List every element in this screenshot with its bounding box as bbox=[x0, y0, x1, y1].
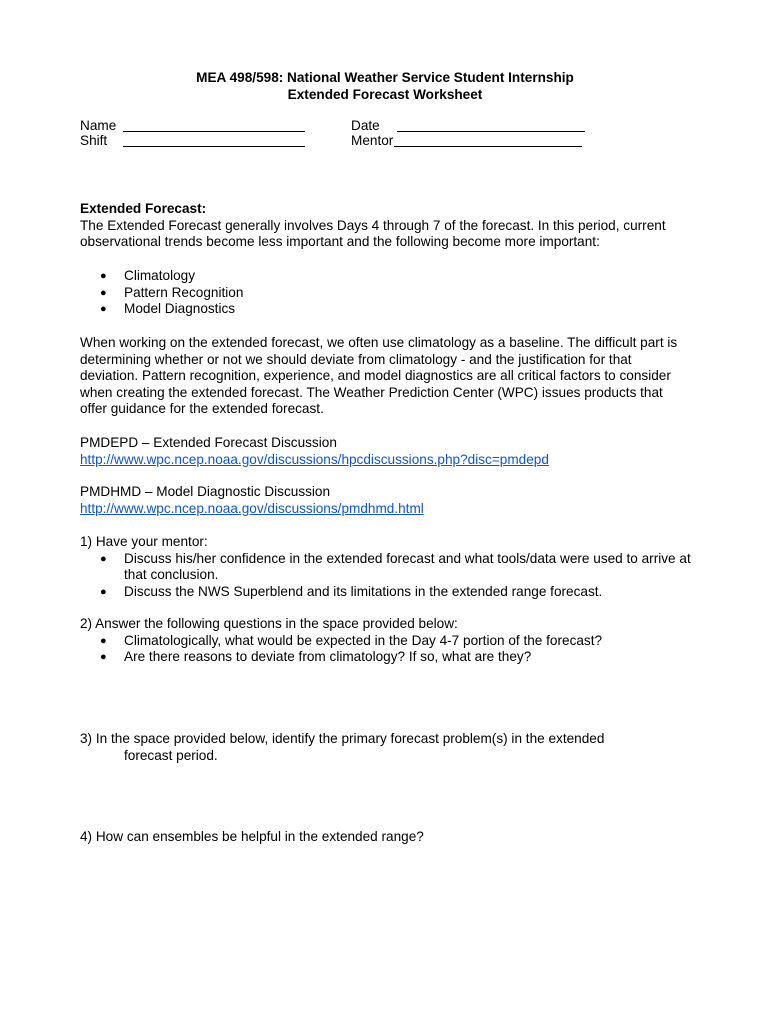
pmdepd-section bbox=[80, 435, 705, 468]
mentor-label: Mentor bbox=[351, 133, 394, 148]
list-item: ● Model Diagnostics bbox=[100, 301, 236, 317]
name-field[interactable] bbox=[123, 131, 305, 132]
pmdhmd-label: PMDHMD – Model Diagnostic Discussion bbox=[80, 484, 331, 499]
question-4-text: 4) How can ensembles be helpful in the extended range? bbox=[80, 829, 424, 844]
answer-area-4[interactable] bbox=[80, 848, 705, 988]
answer-area-2[interactable] bbox=[80, 668, 705, 728]
answer-area-3[interactable] bbox=[80, 766, 705, 826]
pmdhmd-section bbox=[80, 484, 705, 517]
list-item: ● Pattern Recognition bbox=[100, 284, 244, 300]
bullet-icon: ● bbox=[100, 651, 107, 664]
question-1-text: 1) Have your mentor: bbox=[80, 534, 208, 549]
bullet-icon: ● bbox=[100, 634, 107, 647]
list-item: ● Are there reasons to deviate from climatology? If so, what are they? bbox=[100, 649, 532, 665]
section-heading: Extended Forecast: bbox=[80, 201, 207, 216]
list-item: ● Climatologically, what would be expected in the Day 4-7 portion of the forecast? bbox=[100, 632, 603, 648]
baseline-paragraph: When working on the extended forecast, we often use climatology as a baseline. The difficult part is determining whether or not we should deviate from climatology - and the justification for that deviation. Pattern recognition, experience, and model diagnostics are all critical factors to consider when creating the extended forecast. The Weather Prediction Center (WPC) issues products that offer guidance for the extended forecast. bbox=[80, 335, 678, 417]
pmdhmd-link[interactable]: http://www.wpc.ncep.noaa.gov/discussions/pmdhmd.html bbox=[80, 500, 424, 516]
bullet-icon: ● bbox=[100, 303, 107, 316]
mentor-field[interactable] bbox=[394, 146, 582, 147]
pmdepd-link[interactable]: http://www.wpc.ncep.noaa.gov/discussions/hpcdiscussions.php?disc=pmdepd bbox=[80, 451, 549, 467]
question-3 bbox=[80, 731, 705, 764]
date-field[interactable] bbox=[397, 131, 585, 132]
question-1 bbox=[80, 534, 705, 600]
bullet-icon: ● bbox=[100, 286, 107, 299]
list-item: ● Climatology bbox=[100, 268, 196, 283]
document-title-line1: MEA 498/598: National Weather Service Student Internship bbox=[196, 70, 574, 85]
question-3-continuation: forecast period. bbox=[124, 747, 218, 763]
list-item: ● Discuss his/her confidence in the extended forecast and what tools/data were used to arrive at that conclusion. bbox=[100, 550, 691, 583]
factor-list bbox=[80, 268, 705, 318]
question-3-text: 3) In the space provided below, identify the primary forecast problem(s) in the extended bbox=[80, 731, 605, 746]
question-4 bbox=[80, 829, 705, 846]
question-2-text: 2) Answer the following questions in the space provided below: bbox=[80, 616, 458, 631]
bullet-icon: ● bbox=[100, 585, 107, 598]
bullet-icon: ● bbox=[100, 552, 107, 565]
list-item: ● Discuss the NWS Superblend and its limitations in the extended range forecast. bbox=[100, 583, 603, 599]
name-label: Name bbox=[80, 118, 117, 133]
document-title-line2: Extended Forecast Worksheet bbox=[287, 87, 483, 102]
pmdepd-label: PMDEPD – Extended Forecast Discussion bbox=[80, 435, 337, 450]
date-label: Date bbox=[351, 118, 380, 133]
bullet-icon: ● bbox=[100, 270, 107, 282]
shift-label: Shift bbox=[80, 133, 108, 148]
shift-field[interactable] bbox=[123, 146, 305, 147]
intro-section bbox=[80, 201, 705, 251]
intro-text: The Extended Forecast generally involves Days 4 through 7 of the forecast. In this period, current observational trends become less important and the following become more important: bbox=[80, 217, 666, 250]
question-2 bbox=[80, 616, 705, 666]
